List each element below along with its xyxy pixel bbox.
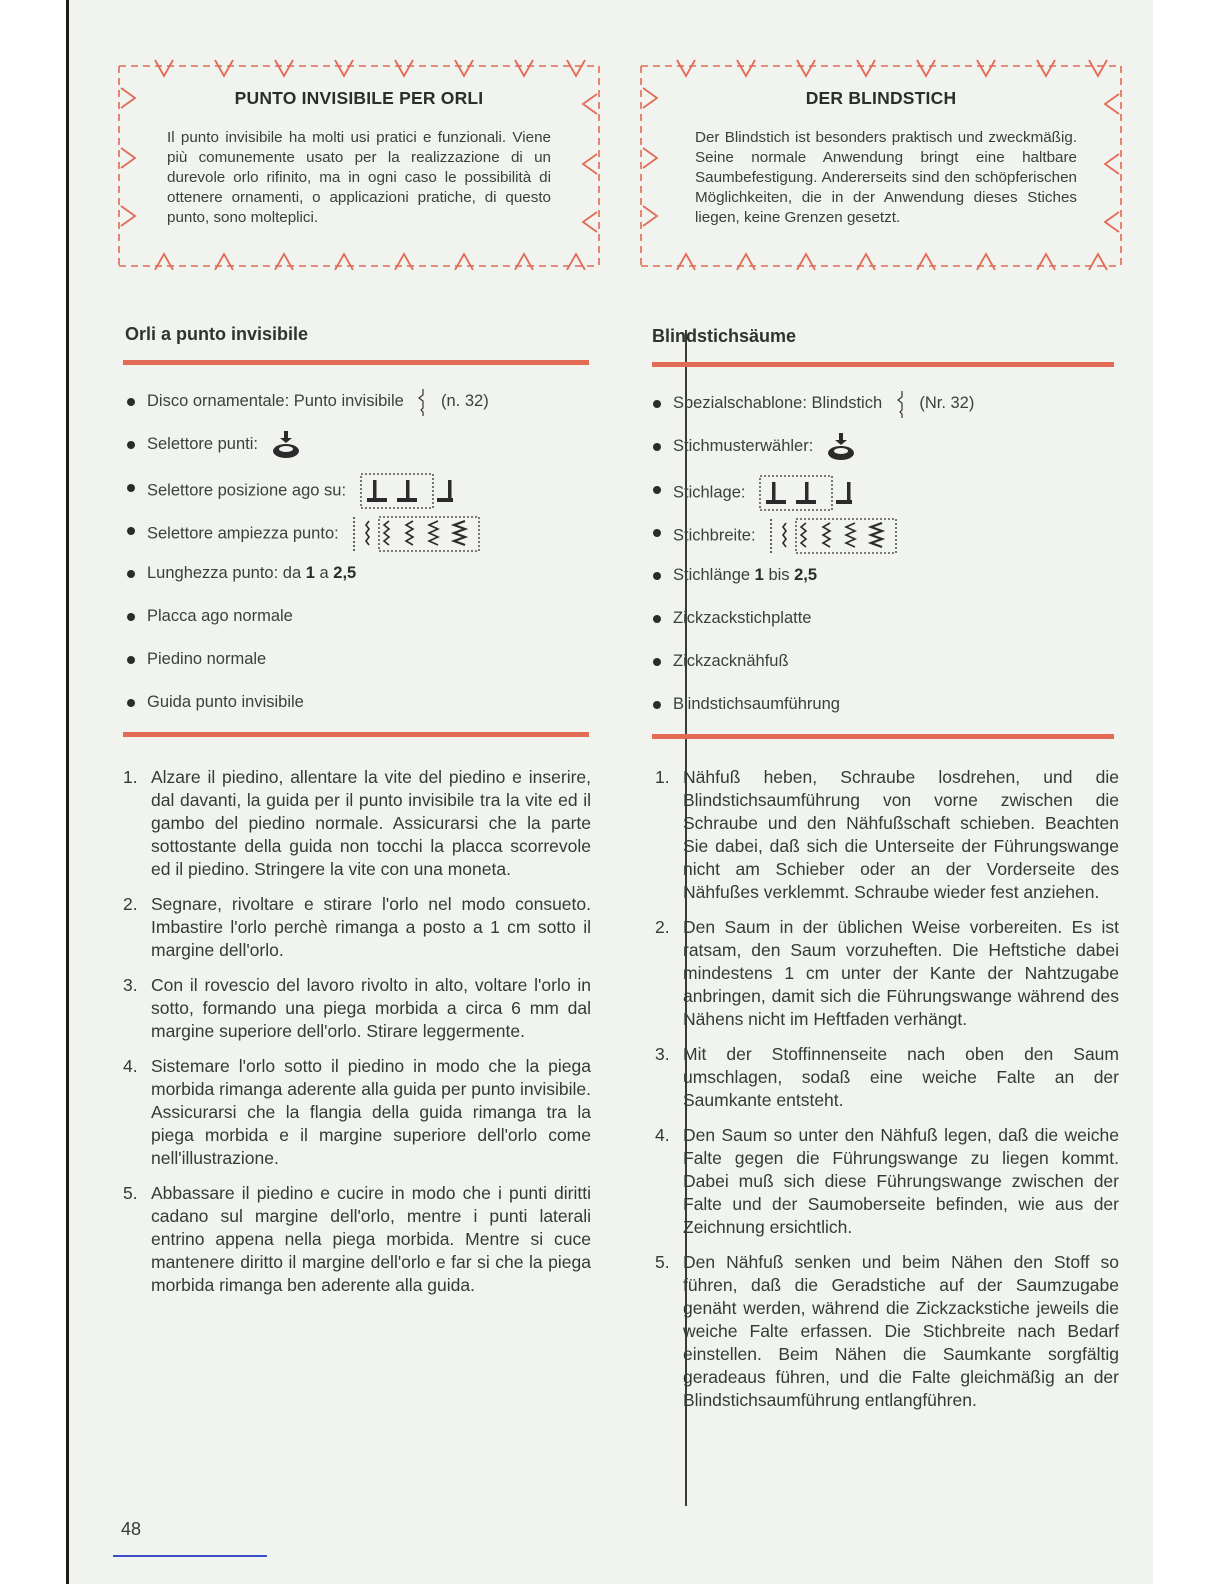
step-number: 4.	[123, 1056, 138, 1076]
material-label: Piedino normale	[147, 650, 267, 668]
step-number: 3.	[655, 1044, 670, 1064]
list-item	[125, 644, 585, 687]
step-text: Sistemare l'orlo sotto il piedino in modo che la piega morbida rimanga aderente alla guida per punto invisibile. Assicurarsi che la flangia della guida rimanga tra la piega morbida e il margine superiore dell'orlo come nell'illustrazione.	[151, 1056, 591, 1168]
list-item	[125, 558, 585, 601]
step-item	[653, 1124, 1119, 1239]
manual-page	[66, 0, 1153, 1584]
materials-list	[651, 388, 1111, 732]
step-text: Den Saum so unter den Nähfuß legen, daß die weiche Falte gegen die Führungswange zu liegen kommt. Dabei muß sich diese Führungswange zwischen der Falte und der Saumoberseite befinden, wie aus der Zeichnung ersichtlich.	[683, 1125, 1119, 1237]
step-number: 1.	[123, 767, 138, 787]
step-item	[653, 1251, 1119, 1412]
list-item	[651, 431, 1111, 474]
list-item	[651, 689, 1111, 732]
material-label: Zickzackstichplatte	[673, 609, 812, 627]
divider-rule	[123, 360, 589, 365]
list-item	[125, 386, 585, 429]
list-item	[125, 515, 585, 558]
section-heading: Orli a punto invisibile	[125, 324, 309, 344]
step-text: Mit der Stoffinnenseite nach oben den Saum umschlagen, sodaß eine weiche Falte an der Saumkante entsteht.	[683, 1044, 1119, 1110]
material-label: Selettore ampiezza punto:	[147, 524, 339, 543]
step-text: Den Nähfuß senken und beim Nähen den Stoff so führen, daß die Geradstiche auf der Saumzugabe genäht werden, während die Zickzackstiche jeweils die weiche Falte erfassen. Die Stichbreite nach Bedarf einstellen. Beim Nähen die Saumkante sorgfältig geradeaus führen, und die Falte gleichmäßig an der Blindstichsaumführung entlangführen.	[683, 1252, 1119, 1410]
box-title: DER BLINDSTICH	[805, 88, 957, 108]
step-item	[121, 1182, 591, 1297]
instruction-steps	[121, 766, 591, 1309]
step-item	[653, 1043, 1119, 1112]
list-item	[651, 388, 1111, 431]
section-heading: Blindstichsäume	[652, 326, 797, 346]
footer-line	[113, 1555, 267, 1557]
divider-rule	[652, 734, 1114, 739]
list-item	[125, 601, 585, 644]
step-text: Con il rovescio del lavoro rivolto in alto, voltare l'orlo in sotto, formando una piega morbida a circa 6 mm dal margine superiore dell'orlo. Stirare leggermente.	[151, 975, 591, 1041]
list-item	[125, 472, 585, 515]
material-label: Stichmusterwähler:	[673, 437, 814, 455]
list-item	[651, 517, 1111, 560]
list-item	[651, 646, 1111, 689]
list-item	[125, 687, 585, 730]
title-box-italian	[117, 58, 601, 270]
materials-list	[125, 386, 585, 730]
list-item	[651, 560, 1111, 603]
material-label: Placca ago normale	[147, 607, 293, 625]
stitch-selector-knob-icon	[271, 430, 301, 460]
step-item	[653, 766, 1119, 904]
step-number: 2.	[123, 894, 138, 914]
step-item	[121, 766, 591, 881]
blind-stitch-icon	[895, 390, 909, 418]
box-title: PUNTO INVISIBILE PER ORLI	[234, 88, 484, 108]
material-note: (n. 32)	[441, 392, 489, 410]
step-item	[121, 1055, 591, 1170]
page-number: 48	[121, 1519, 142, 1539]
step-text: Alzare il piedino, allentare la vite del piedino e inserire, dal davanti, la guida per il punto invisibile tra la vite ed il gambo del piedino normale. Assicurarsi che la parte sottostante della guida non tocchi la placca scorrevole ed il piedino. Stringere la vite con una moneta.	[151, 767, 591, 879]
step-item	[121, 893, 591, 962]
material-label: Lunghezza punto: da	[147, 564, 302, 582]
material-label: Guida punto invisibile	[147, 693, 304, 711]
list-item	[651, 603, 1111, 646]
step-text: Den Saum in der üblichen Weise vorbereiten. Es ist ratsam, den Saum vorzuheften. Die Heftstiche dabei mindestens 1 cm unter der Kante der Nahtzugabe anbringen, damit sich die Führungswange während des Nähens nicht im Heftfaden verhängt.	[683, 917, 1119, 1029]
step-number: 2.	[655, 917, 670, 937]
needle-position-icon	[758, 474, 862, 512]
divider-rule	[652, 362, 1114, 367]
material-label: Spezialschablone: Blindstich	[673, 394, 883, 412]
stitch-length-min: 1	[305, 564, 315, 582]
material-label: Blindstichsaumführung	[673, 695, 840, 713]
step-number: 5.	[123, 1183, 138, 1203]
stitch-width-icon	[351, 515, 481, 553]
stitch-length-max: 2,5	[794, 566, 818, 584]
list-item	[125, 429, 585, 472]
material-label: Selettore punti:	[147, 435, 258, 453]
step-number: 1.	[655, 767, 670, 787]
material-label: Stichlage:	[673, 483, 746, 502]
stitch-selector-knob-icon	[826, 432, 856, 462]
step-number: 4.	[655, 1125, 670, 1145]
material-label: Disco ornamentale: Punto invisibile	[147, 392, 404, 410]
material-label: bis	[768, 566, 790, 584]
step-number: 3.	[123, 975, 138, 995]
material-label: Stichbreite:	[673, 526, 756, 545]
blind-stitch-icon	[416, 388, 430, 416]
material-note: (Nr. 32)	[919, 394, 975, 412]
stitch-length-min: 1	[754, 566, 764, 584]
needle-position-icon	[359, 472, 463, 510]
step-text: Abbassare il piedino e cucire in modo che i punti diritti cadano sul margine dell'orlo, mentre i punti laterali entrino appena nella piega morbida. Mentre si cuce mantenere diritto il margine dell'orlo e far si che la piega morbida rimanga ben aderente alla guida.	[151, 1183, 591, 1295]
instruction-steps	[653, 766, 1119, 1424]
box-intro-text: Il punto invisibile ha molti usi pratici e funzionali. Viene più comunemente usato per la realizzazione di un durevole orlo rifinito, ma in ogni caso le possibilità di ottenere ornamenti, o applicazioni pratiche, di questo punto, sono molteplici.	[167, 129, 551, 226]
step-text: Segnare, rivoltare e stirare l'orlo nel modo consueto. Imbastire l'orlo perchè rimanga a posto a 1 cm sotto il margine dell'orlo.	[151, 894, 591, 960]
step-item	[653, 916, 1119, 1031]
divider-rule	[123, 732, 589, 737]
stitch-width-icon	[768, 517, 898, 555]
material-label: Zickzacknähfuß	[673, 652, 789, 670]
material-label: Selettore posizione ago su:	[147, 481, 347, 500]
stitch-length-max: 2,5	[333, 564, 357, 582]
title-box-german	[639, 58, 1123, 270]
step-number: 5.	[655, 1252, 670, 1272]
box-intro-text: Der Blindstich ist besonders praktisch und zweckmäßig. Seine normale Anwendung bringt eine haltbare Saumbefestigung. Andererseits sind den schöpferischen Möglichkeiten, die in der Anwendung dieses Stiches liegen, keine Grenzen gesetzt.	[695, 129, 1077, 226]
step-text: Nähfuß heben, Schraube losdrehen, und die Blindstichsaumführung von vorne zwischen die Schraube und den Nähfußschaft schieben. Beachten Sie dabei, daß sich die Unterseite der Führungswange nicht am Schieber oder an der Vorderseite des Nähfußes verklemmt. Schraube wieder fest anziehen.	[683, 767, 1119, 902]
step-item	[121, 974, 591, 1043]
material-label: a	[319, 564, 329, 582]
material-label: Stichlänge	[673, 566, 751, 584]
list-item	[651, 474, 1111, 517]
